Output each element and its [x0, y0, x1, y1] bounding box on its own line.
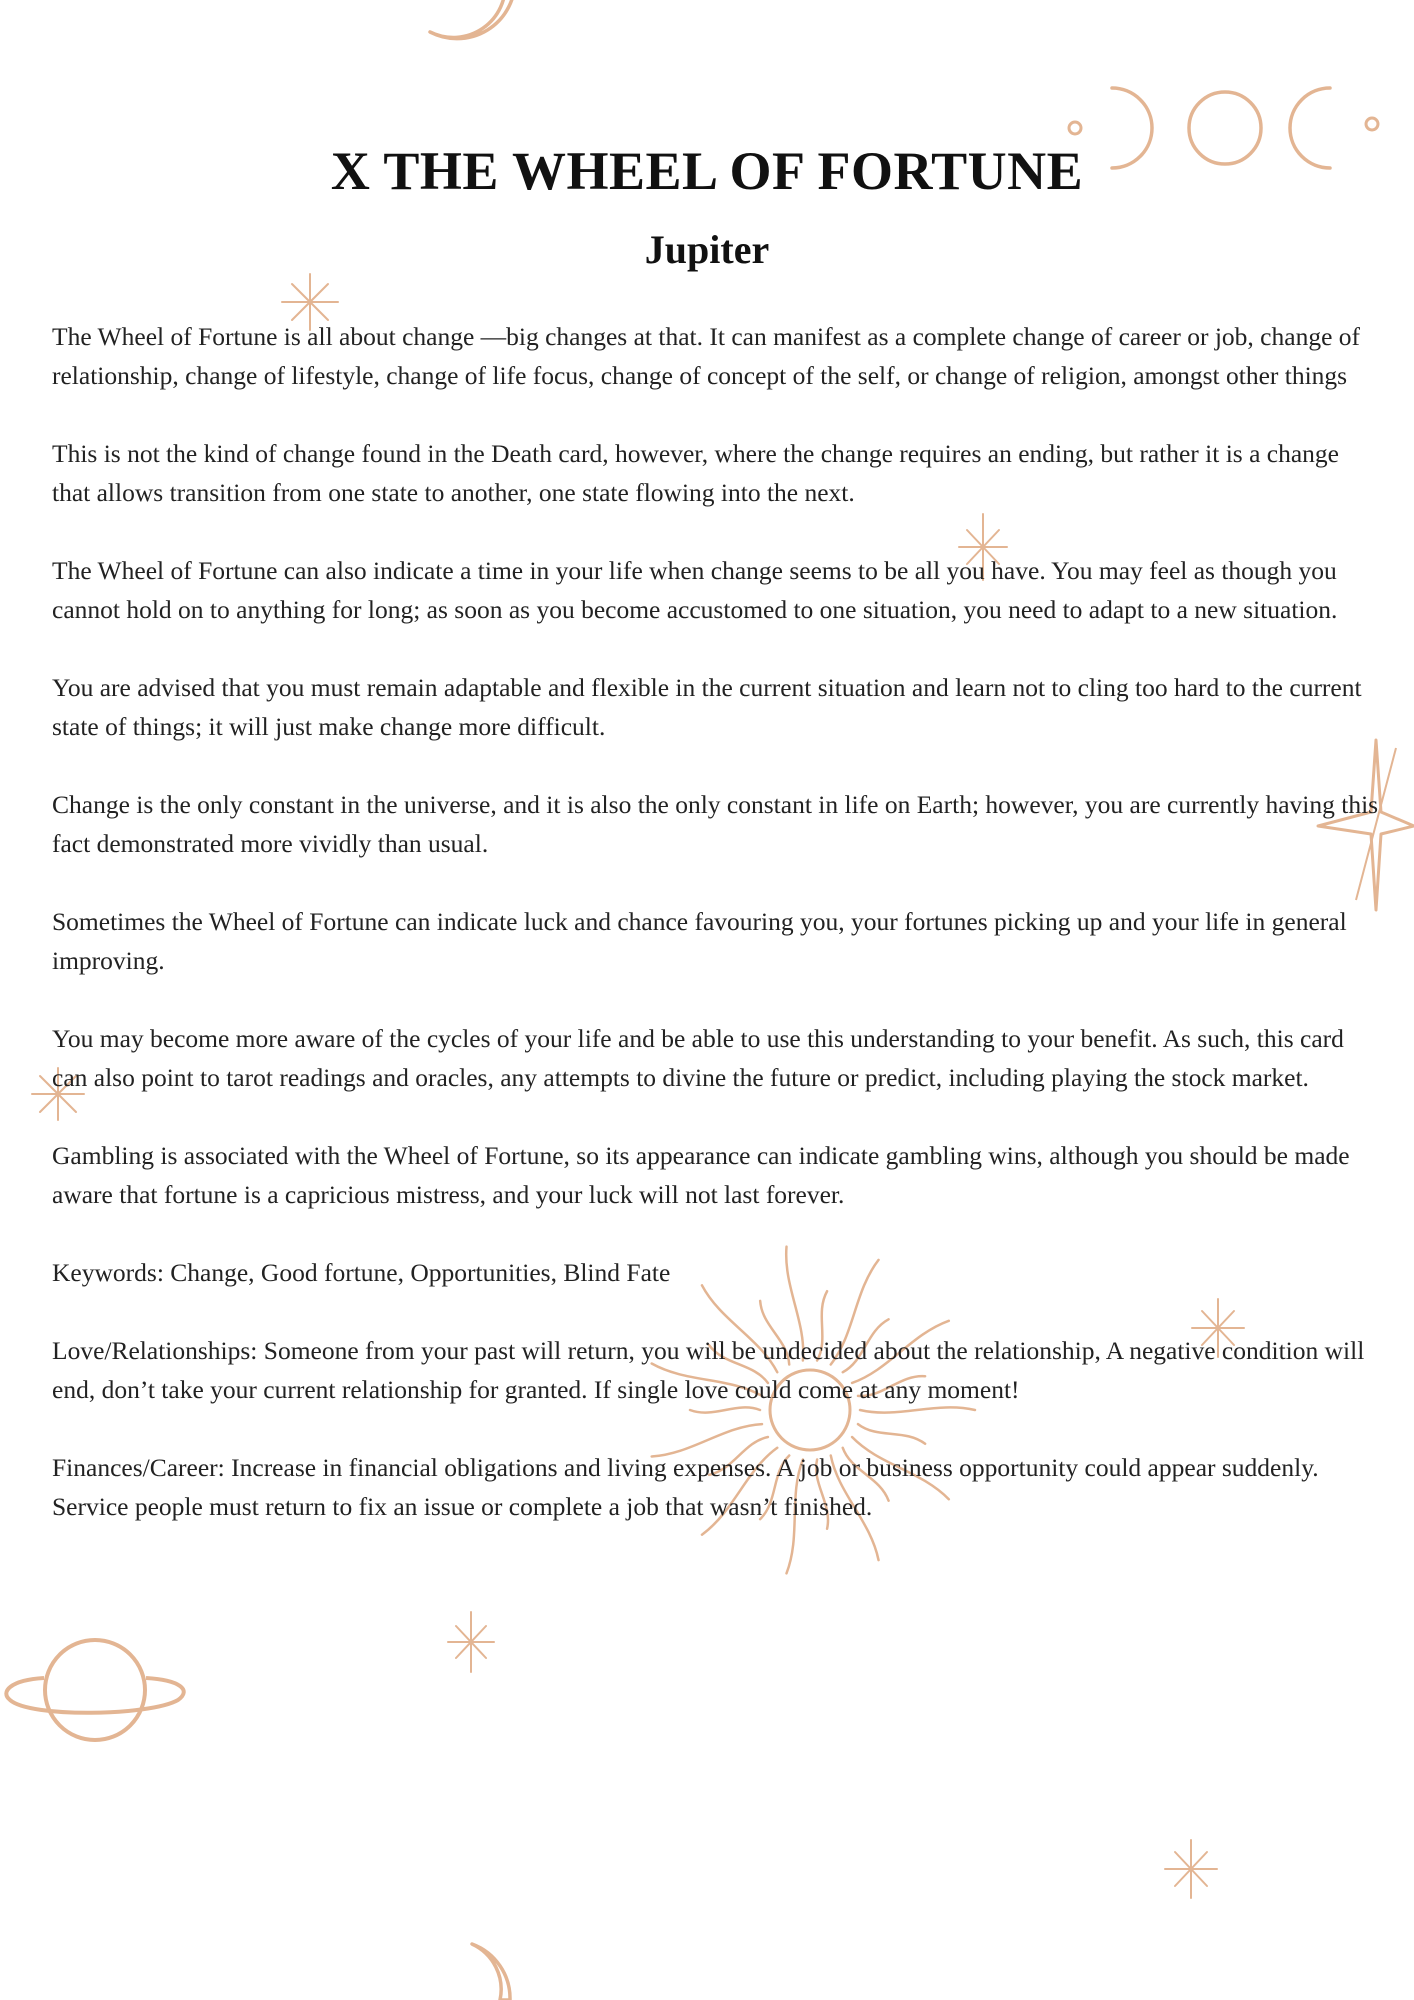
paragraph-gambling: Gambling is associated with the Wheel of Fortune, so its appearance can indicate gambling wins, although you should be made aware that fortune is a capricious mistress, and your luck will not last forever. — [52, 1141, 1350, 1209]
planet-icon — [0, 1630, 190, 1750]
keywords: Keywords: Change, Good fortune, Opportunities, Blind Fate — [52, 1258, 671, 1287]
page-title: X THE WHEEL OF FORTUNE — [330, 141, 1084, 201]
sparkle-icon — [446, 1610, 496, 1674]
finances-career: Finances/Career: Increase in financial obligations and living expenses. A job or business opportunity could appear suddenly. Service people must return to fix an issue or complete a job that wasn’t finished. — [52, 1453, 1319, 1521]
paragraph-universe: Change is the only constant in the universe, and it is also the only constant in life on Earth; however, you are currently having this fact demonstrated more vividly than usual. — [52, 790, 1379, 858]
paragraph-advice: You are advised that you must remain adaptable and flexible in the current situation and learn not to cling too hard to the current state of things; it will just make change more difficult. — [52, 673, 1362, 741]
paragraph-intro: The Wheel of Fortune is all about change —big changes at that. It can manifest as a complete change of career or job, change of relationship, change of lifestyle, change of life focus, change of concept of the self, or change of religion, amongst other things — [52, 322, 1361, 390]
page-subtitle: Jupiter — [644, 227, 770, 272]
crescent-moon-top-icon — [420, 0, 530, 60]
crescent-moon-bottom-icon — [460, 1940, 540, 2000]
card-description — [52, 317, 1382, 1565]
paragraph-cycles: You may become more aware of the cycles of your life and be able to use this understanding to your benefit. As such, this card can also point to tarot readings and oracles, any attempts to divine the future or predict, including playing the stock market. — [52, 1024, 1344, 1092]
sparkle-icon — [1163, 1838, 1219, 1900]
love-relationships: Love/Relationships: Someone from your past will return, you will be undecided about the relationship, A negative condition will end, don’t take your current relationship for granted. If single love could come at any moment! — [52, 1336, 1365, 1404]
paragraph-death-card: This is not the kind of change found in the Death card, however, where the change requires an ending, but rather it is a change that allows transition from one state to another, one state flowing into the next. — [52, 439, 1339, 507]
paragraph-constant-change: The Wheel of Fortune can also indicate a time in your life when change seems to be all you have. You may feel as though you cannot hold on to anything for long; as soon as you become accustomed to one situation, you need to adapt to a new situation. — [52, 556, 1338, 624]
paragraph-luck: Sometimes the Wheel of Fortune can indicate luck and chance favouring you, your fortunes picking up and your life in general improving. — [52, 907, 1347, 975]
